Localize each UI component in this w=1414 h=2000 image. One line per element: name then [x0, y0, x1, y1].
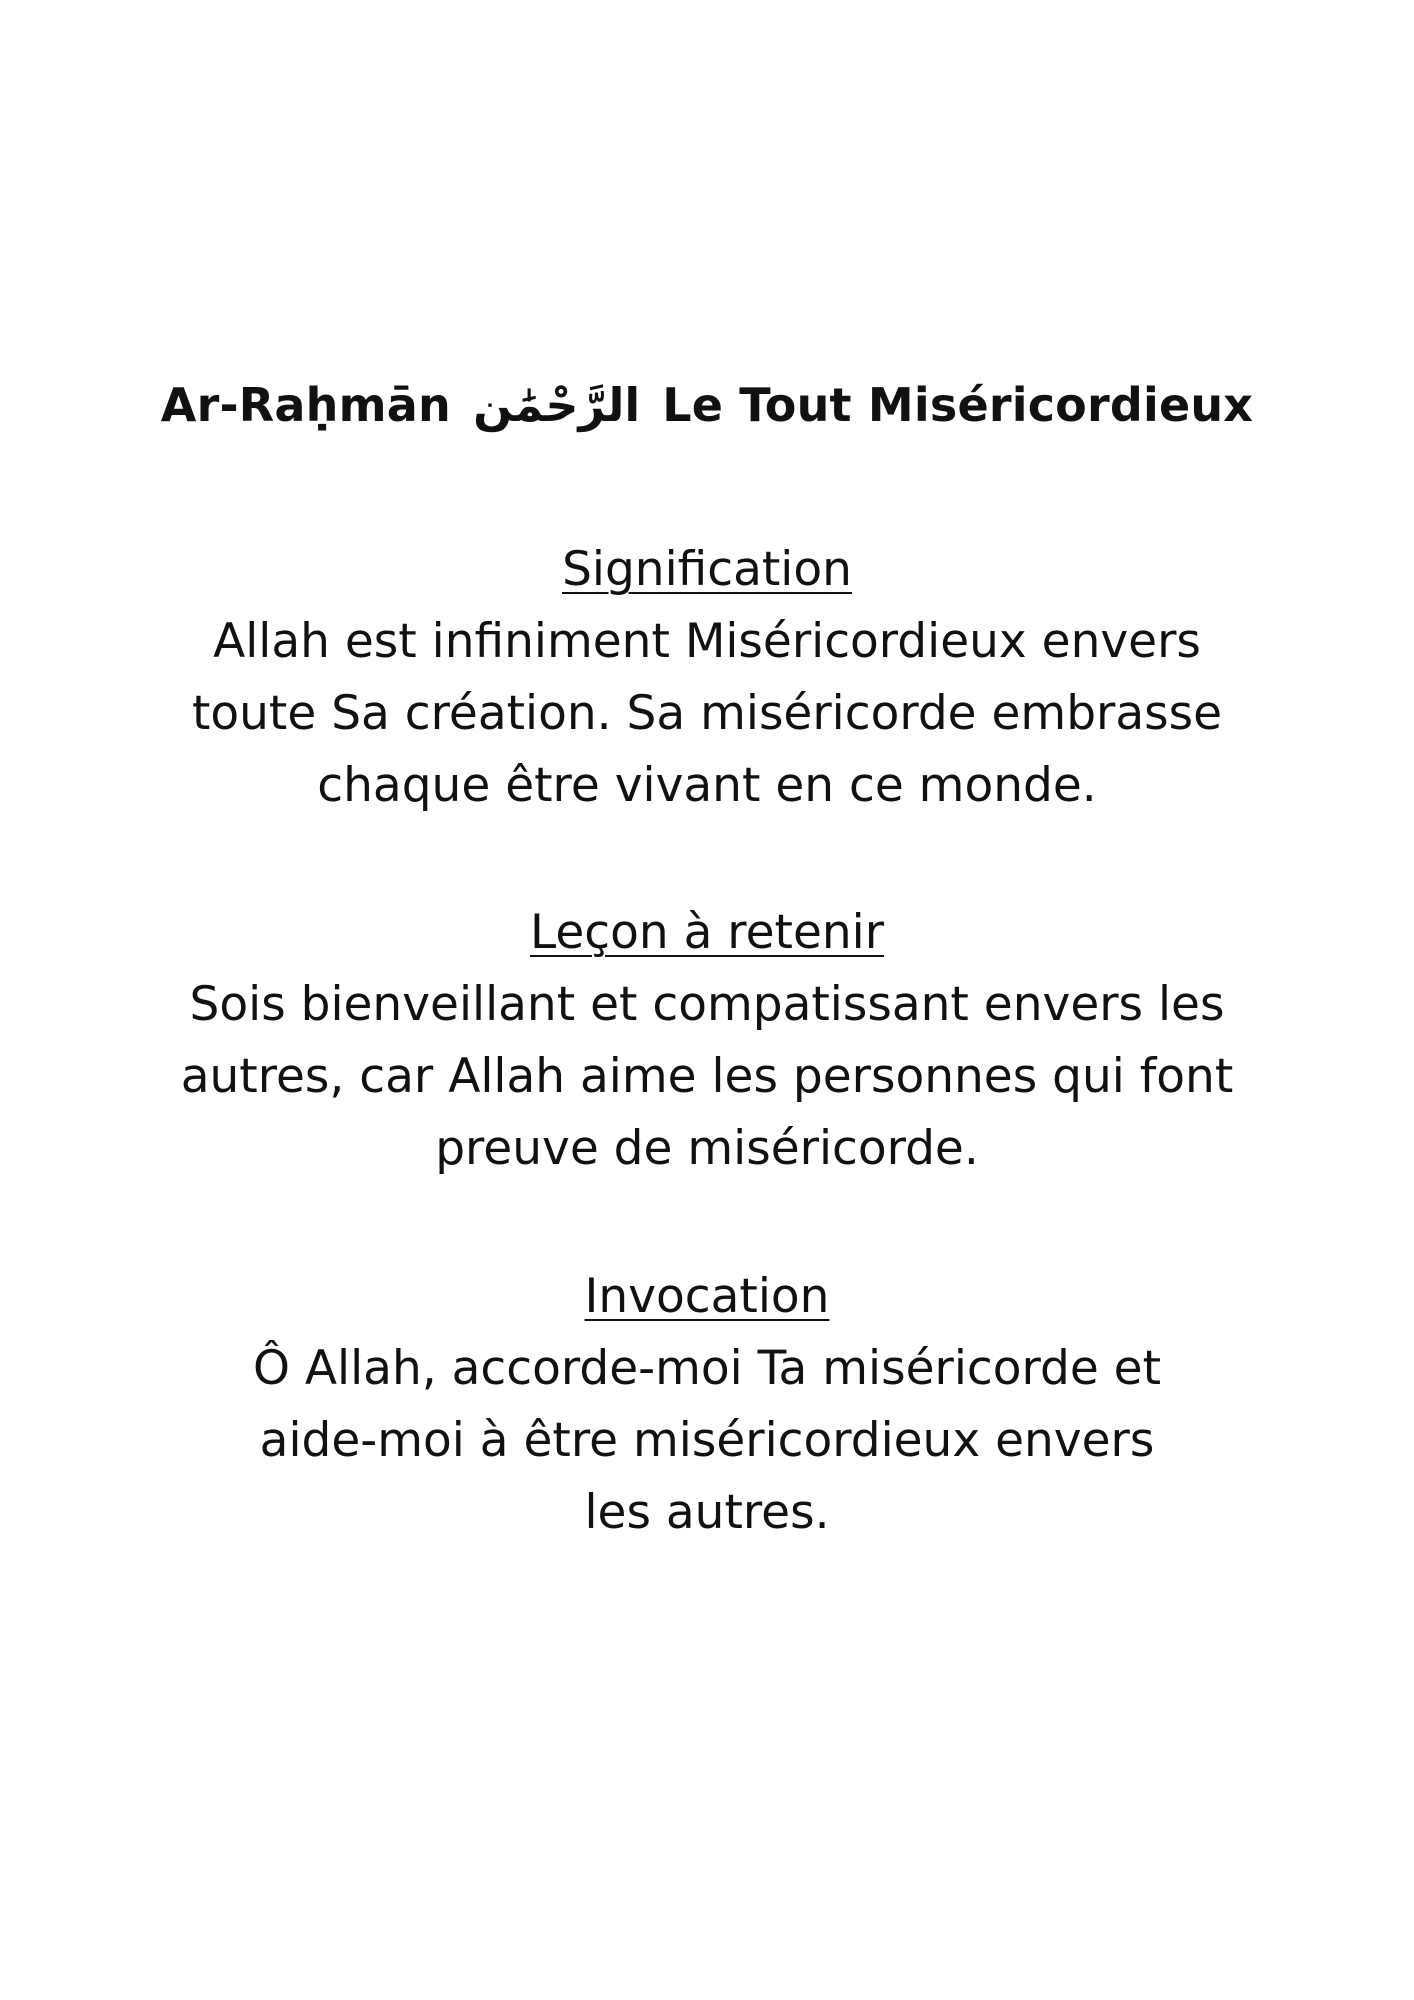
body-line: autres, car Allah aime les personnes qui font	[180, 1049, 1234, 1104]
body-line: chaque être vivant en ce monde.	[317, 758, 1097, 813]
title-arabic: الرَّحْمَٰن	[473, 378, 641, 432]
body-line: aide-moi à être miséricordieux envers	[259, 1413, 1155, 1468]
section-signification	[0, 534, 1414, 822]
body-line: Ô Allah, accorde-moi Ta miséricorde et	[252, 1341, 1162, 1396]
section-invocation	[0, 1261, 1414, 1549]
section-heading	[0, 897, 1414, 969]
body-line: Allah est infiniment Miséricordieux envers	[213, 614, 1201, 669]
body-line: les autres.	[584, 1485, 830, 1540]
section-heading	[0, 1261, 1414, 1333]
heading-invocation: Invocation	[584, 1269, 830, 1324]
heading-lecon: Leçon à retenir	[529, 905, 885, 960]
title-latin: Ar-Raḥmān	[160, 378, 451, 432]
page-title	[0, 372, 1414, 438]
body-line: Sois bienveillant et compatissant envers les	[189, 977, 1225, 1032]
body-line: toute Sa création. Sa miséricorde embrasse	[191, 686, 1223, 741]
body-line: preuve de miséricorde.	[435, 1121, 979, 1176]
heading-signification: Signification	[562, 542, 852, 597]
title-french: Le Tout Miséricordieux	[662, 378, 1254, 432]
section-lecon	[0, 897, 1414, 1185]
section-heading	[0, 534, 1414, 606]
